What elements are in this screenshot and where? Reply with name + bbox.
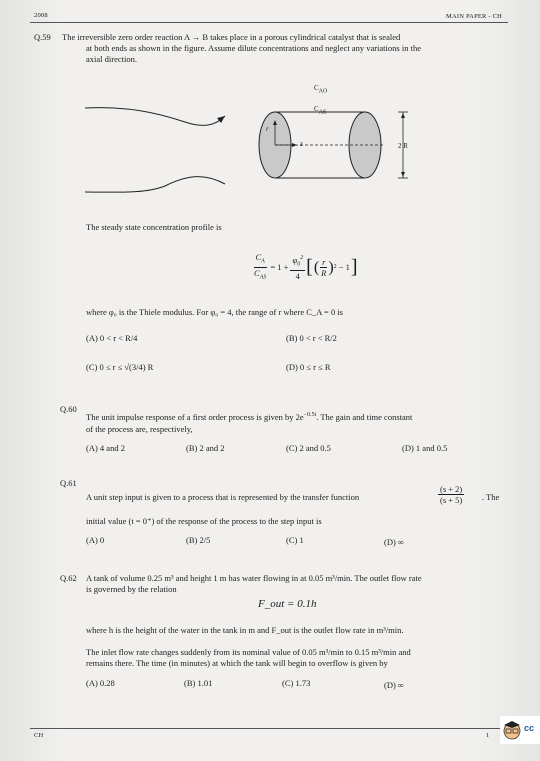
q62-text-5: remains there. The time (in minutes) at which the tank will begin to overflow is given by bbox=[86, 658, 388, 668]
q61-text-2: initial value (t = 0⁺) of the response of the process to the step input is bbox=[86, 516, 322, 526]
q61-number: Q.61 bbox=[60, 478, 77, 488]
q62-option-a[interactable]: (A) 0.28 bbox=[86, 678, 115, 688]
q59-option-c[interactable]: (C) 0 ≤ r ≤ √(3/4) R bbox=[86, 362, 154, 372]
q62-option-c[interactable]: (C) 1.73 bbox=[282, 678, 311, 688]
header-paper: MAIN PAPER - CH bbox=[446, 13, 503, 20]
footer-rule bbox=[30, 728, 508, 729]
q59-number: Q.59 bbox=[34, 32, 51, 42]
footer-page: 1 bbox=[486, 732, 490, 739]
q62-text-4: The inlet flow rate changes suddenly from its nominal value of 0.05 m³/min to 0.15 m³/min and bbox=[86, 647, 411, 657]
q61-option-d[interactable]: (D) ∞ bbox=[384, 537, 404, 547]
q62-text-2: is governed by the relation bbox=[86, 584, 177, 594]
q62-text-3: where h is the height of the water in the tank in m and F_out is the outlet flow rate in m³/min. bbox=[86, 625, 404, 635]
label-r: r bbox=[266, 125, 269, 133]
upper-flow-line bbox=[85, 108, 225, 126]
q61-option-c[interactable]: (C) 1 bbox=[286, 535, 304, 545]
q60-option-c[interactable]: (C) 2 and 0.5 bbox=[286, 443, 331, 453]
q59-equation: $\frac{C_A}{C_{AS}}$ = 1 + $\frac{\varphi_0^2}{4}$ [ ( $\frac{r}{R}$ ) 2 − 1 ] bbox=[254, 252, 358, 281]
q61-text-1: A unit step input is given to a process that is represented by the transfer function bbox=[86, 492, 360, 502]
catalyst-figure bbox=[85, 76, 425, 216]
q62-option-b[interactable]: (B) 1.01 bbox=[184, 678, 213, 688]
q59-text-2: at both ends as shown in the figure. Assume dilute concentrations and neglect any variations in the bbox=[86, 43, 421, 53]
q62-option-d[interactable]: (D) ∞ bbox=[384, 680, 404, 690]
footer-left: CH bbox=[34, 732, 44, 739]
header-rule bbox=[30, 22, 508, 23]
header-year: 2008 bbox=[34, 12, 48, 19]
q59-text-1: The irreversible zero order reaction A → B takes place in a porous cylindrical catalyst that is sealed bbox=[62, 32, 401, 42]
q62-number: Q.62 bbox=[60, 573, 77, 583]
q61-option-a[interactable]: (A) 0 bbox=[86, 535, 105, 545]
q60-text-2: of the process are, respectively, bbox=[86, 424, 193, 434]
q62-text-1: A tank of volume 0.25 m³ and height 1 m has water flowing in at 0.05 m³/min. The outlet flow rate bbox=[86, 573, 422, 583]
svg-text:cc: cc bbox=[524, 723, 535, 733]
q59-option-d[interactable]: (D) 0 ≤ r ≤ R bbox=[286, 362, 331, 372]
q59-text-3: axial direction. bbox=[86, 54, 137, 64]
q61-text-end: . The bbox=[482, 492, 500, 502]
label-z: z bbox=[300, 140, 303, 148]
q60-text-1: The unit impulse response of a first order process is given by $2e^{-0.5t}$. The gain and time constant bbox=[86, 411, 413, 422]
watermark-logo bbox=[500, 716, 540, 744]
label-cao: $C_{AO}$ bbox=[314, 84, 328, 95]
q60-option-a[interactable]: (A) 4 and 2 bbox=[86, 443, 125, 453]
q59-option-a[interactable]: (A) 0 < r < R/4 bbox=[86, 333, 138, 343]
q59-option-b[interactable]: (B) 0 < r < R/2 bbox=[286, 333, 337, 343]
q60-option-d[interactable]: (D) 1 and 0.5 bbox=[402, 443, 448, 453]
q59-profile-text: The steady state concentration profile is bbox=[86, 222, 222, 232]
upper-flow-arrow bbox=[217, 116, 225, 123]
q60-option-b[interactable]: (B) 2 and 2 bbox=[186, 443, 225, 453]
label-cas: $C_{AS}$ bbox=[314, 105, 327, 116]
lower-flow-line bbox=[85, 177, 225, 193]
q61-option-b[interactable]: (B) 2/5 bbox=[186, 535, 211, 545]
q61-transfer-function: $\frac{(s + 2)}{(s + 5)}$ bbox=[440, 484, 463, 505]
label-2r: 2 R bbox=[398, 142, 408, 150]
q62-equation: F_out = 0.1h bbox=[258, 598, 317, 610]
mascot-icon bbox=[500, 716, 540, 744]
q59-where-text: where φ₀ is the Thiele modulus. For φ₀ = 4, the range of r where C_A = 0 is bbox=[86, 307, 343, 317]
q60-number: Q.60 bbox=[60, 404, 77, 414]
